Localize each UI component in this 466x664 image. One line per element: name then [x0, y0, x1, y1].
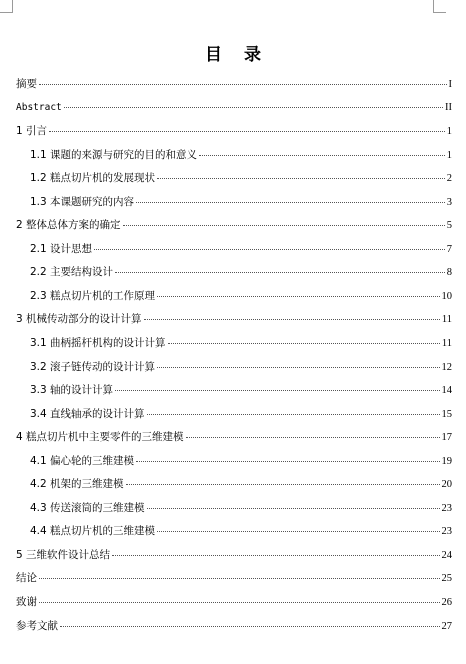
toc-dot-leader [112, 555, 439, 556]
toc-entry-label: 致谢 [16, 596, 37, 609]
toc-entry-label: 结论 [16, 572, 37, 585]
toc-entry-label: 4.4 糕点切片机的三维建模 [30, 525, 156, 538]
toc-entry-section[interactable] [16, 454, 452, 478]
page-margin-mark-top-left [0, 0, 13, 13]
toc-entry-label: 3.2 滚子链传动的设计计算 [30, 360, 156, 373]
toc-entry-page-number: 15 [441, 408, 452, 420]
toc-dot-leader [115, 390, 439, 391]
toc-entry-label: 1.1 课题的来源与研究的目的和意义 [30, 148, 198, 161]
toc-entry-page-number: 1 [446, 149, 452, 161]
toc-entry-label: 4 糕点切片机中主要零件的三维建模 [16, 431, 184, 444]
toc-dot-leader [199, 155, 445, 156]
toc-dot-leader [115, 272, 445, 273]
toc-entry-section[interactable] [16, 407, 452, 431]
toc-entry-chapter[interactable] [16, 571, 452, 595]
toc-entry-section[interactable] [16, 265, 452, 289]
toc-entry-page-number: 12 [441, 361, 452, 373]
toc-entry-page-number: 1 [446, 126, 452, 138]
toc-entry-label: 5 三维软件设计总结 [16, 548, 111, 561]
toc-entry-page-number: 5 [446, 220, 452, 232]
toc-entry-chapter[interactable] [16, 619, 452, 643]
toc-entry-page-number: 17 [441, 432, 452, 444]
toc-dot-leader [39, 578, 440, 579]
toc-entry-label: 3.3 轴的设计计算 [30, 384, 114, 397]
toc-entry-label: 1 引言 [16, 125, 48, 138]
toc-entry-section[interactable] [16, 383, 452, 407]
toc-entry-chapter[interactable] [16, 124, 452, 148]
toc-entry-label: 3.4 直线轴承的设计计算 [30, 407, 145, 420]
toc-entry-chapter[interactable] [16, 312, 452, 336]
toc-dot-leader [157, 531, 439, 532]
toc-dot-leader [60, 626, 440, 627]
toc-entry-page-number: 11 [441, 338, 452, 350]
toc-entry-page-number: 19 [441, 455, 452, 467]
toc-entry-label: 参考文献 [16, 619, 58, 632]
toc-entry-chapter[interactable] [16, 77, 452, 101]
toc-entry-page-number: 2 [446, 173, 452, 185]
toc-entry-page-number: 11 [441, 314, 452, 326]
toc-dot-leader [186, 437, 440, 438]
toc-dot-leader [39, 602, 440, 603]
toc-entry-section[interactable] [16, 148, 452, 172]
toc-entry-chapter[interactable] [16, 595, 452, 619]
toc-entry-page-number: 10 [441, 290, 452, 302]
toc-entry-section[interactable] [16, 289, 452, 313]
toc-entry-page-number: 7 [446, 243, 452, 255]
toc-entry-label: 1.3 本课题研究的内容 [30, 195, 135, 208]
toc-entry-label: 4.3 传送滚筒的三维建模 [30, 501, 145, 514]
toc-entry-label: Abstract [16, 101, 62, 113]
toc-dot-leader [136, 202, 445, 203]
toc-entry-page-number: 20 [441, 479, 452, 491]
toc-dot-leader [126, 484, 440, 485]
toc-entry-page-number: 24 [441, 549, 452, 561]
toc-entry-page-number: II [445, 101, 452, 113]
toc-entry-page-number: I [448, 79, 452, 90]
toc-dot-leader [49, 131, 445, 132]
toc-dot-leader [147, 508, 440, 509]
toc-entry-page-number: 25 [441, 573, 452, 585]
toc-dot-leader [123, 225, 445, 226]
toc-dot-leader [144, 319, 440, 320]
toc-entry-section[interactable] [16, 171, 452, 195]
toc-entry-label: 2.3 糕点切片机的工作原理 [30, 289, 156, 302]
toc-entry-section[interactable] [16, 477, 452, 501]
toc-entry-page-number: 27 [441, 620, 452, 632]
toc-dot-leader [147, 414, 440, 415]
toc-title: 目 录 [205, 45, 269, 65]
toc-dot-leader [136, 461, 439, 462]
table-of-contents [16, 77, 452, 642]
toc-dot-leader [157, 367, 439, 368]
toc-entry-label: 1.2 糕点切片机的发展现状 [30, 172, 156, 185]
toc-dot-leader [39, 84, 447, 85]
toc-entry-chapter[interactable] [16, 101, 452, 125]
toc-entry-section[interactable] [16, 524, 452, 548]
toc-dot-leader [168, 343, 440, 344]
toc-entry-chapter[interactable] [16, 430, 452, 454]
toc-entry-page-number: 23 [441, 526, 452, 538]
toc-entry-page-number: 26 [441, 597, 452, 609]
toc-entry-label: 2 整体总体方案的确定 [16, 219, 121, 232]
toc-entry-label: 2.2 主要结构设计 [30, 266, 114, 279]
toc-entry-label: 3.1 曲柄摇杆机构的设计计算 [30, 337, 166, 350]
toc-entry-chapter[interactable] [16, 548, 452, 572]
toc-entry-section[interactable] [16, 501, 452, 525]
toc-entry-section[interactable] [16, 195, 452, 219]
toc-entry-label: 3 机械传动部分的设计计算 [16, 313, 142, 326]
toc-entry-chapter[interactable] [16, 218, 452, 242]
page-margin-mark-top-right [433, 0, 446, 13]
toc-entry-label: 4.1 偏心轮的三维建模 [30, 454, 135, 467]
toc-dot-leader [157, 178, 445, 179]
toc-entry-section[interactable] [16, 360, 452, 384]
toc-dot-leader [64, 107, 443, 108]
toc-entry-page-number: 23 [441, 502, 452, 514]
toc-entry-label: 摘要 [16, 78, 37, 90]
toc-entry-page-number: 3 [446, 196, 452, 208]
toc-dot-leader [157, 296, 439, 297]
toc-entry-label: 4.2 机架的三维建模 [30, 478, 124, 491]
toc-entry-section[interactable] [16, 242, 452, 266]
toc-entry-page-number: 14 [441, 385, 452, 397]
toc-entry-section[interactable] [16, 336, 452, 360]
toc-dot-leader [94, 249, 445, 250]
toc-entry-label: 2.1 设计思想 [30, 242, 93, 255]
toc-entry-page-number: 8 [446, 267, 452, 279]
